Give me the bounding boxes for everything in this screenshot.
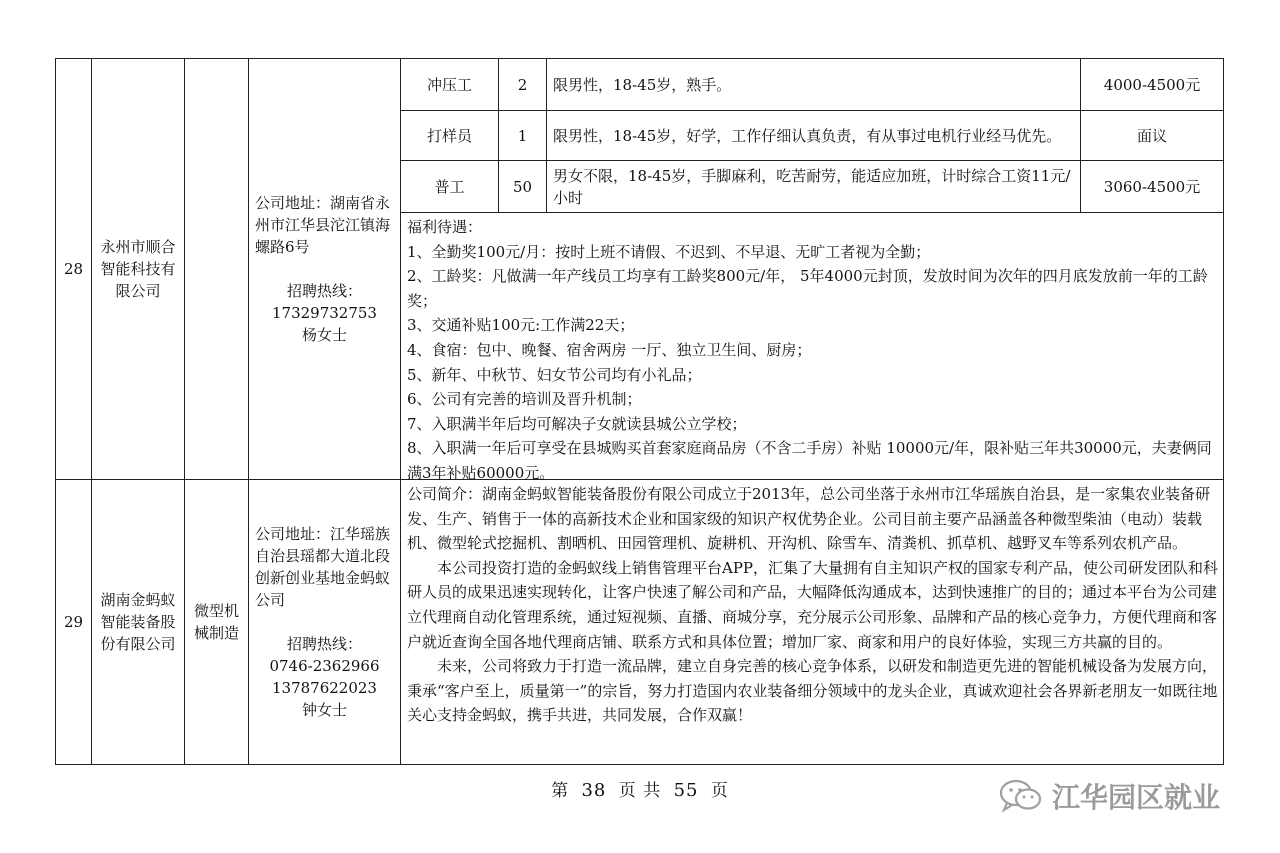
job-title: 冲压工	[426, 75, 472, 94]
benefit-line: 4、食宿：包中、晚餐、宿舍两房 一厅、独立卫生间、厨房；	[407, 340, 812, 359]
company-address: 公司地址：湖南省永州市江华县沱江镇海螺路6号	[255, 194, 391, 256]
watermark-text: 江华园区就业	[1052, 781, 1221, 814]
job-salary: 4000-4500元	[1103, 75, 1201, 94]
benefit-line: 8、入职满一年后可享受在县城购买首套家庭商品房（不含二手房）补贴 10000元/年，限补贴三年共30000元，夫妻俩同满3年补贴60000元。	[407, 439, 1212, 482]
table-border-right	[1223, 58, 1224, 765]
company-name: 湖南金蚂蚁智能装备股份有限公司	[100, 591, 176, 653]
industry-cell	[185, 59, 248, 479]
row-number: 28	[63, 260, 84, 278]
watermark	[998, 776, 1220, 816]
row-divider	[400, 212, 1224, 213]
total-page-number: 55	[673, 780, 699, 801]
job-title: 打样员	[426, 126, 472, 145]
footer-prefix: 第	[551, 781, 570, 801]
intro-paragraph: 未来，公司将致力于打造一流品牌，建立自身完善的核心竞争体系，以研发和制造更先进的智能机械设备为发展方向，秉承“客户至上，质量第一”的宗旨，努力打造国内农业装备细分领域中的龙头企业，真诚欢迎社会各界新老朋友一如既往地关心支持金蚂蚁，携手共进，共同发展，合作双赢！	[407, 657, 1218, 725]
hotline-label: 招聘热线：	[286, 635, 362, 653]
wechat-icon	[998, 778, 1044, 814]
company-address: 公司地址：江华瑶族自治县瑶都大道北段创新创业基地金蚂蚁公司	[255, 525, 391, 609]
row-number: 29	[63, 613, 84, 631]
current-page-number: 38	[581, 780, 607, 801]
phone-number: 13787622023	[272, 679, 377, 697]
job-salary: 面议	[1136, 126, 1167, 145]
footer-middle: 页 共	[618, 781, 662, 801]
contact-info	[249, 59, 400, 479]
benefit-line: 7、入职满半年后均可解决子女就读县城公立学校；	[407, 414, 747, 433]
hotline-label: 招聘热线：	[286, 282, 362, 300]
job-requirement: 限男性，18-45岁，好学，工作仔细认真负责，有从事过电机行业经马优先。	[553, 126, 1062, 145]
benefit-line: 福利待遇：	[407, 218, 483, 236]
intro-paragraph: 本公司投资打造的金蚂蚁线上销售管理平台APP，汇集了大量拥有自主知识产权的国家专利产品，使公司研发团队和科研人员的成果迅速实现转化，让客户快速了解公司和产品，大幅降低沟通成本，达到快速推广的目的；通过本平台为公司建立代理商自动化管理系统，通过短视频、直播、商城分享，充分展示公司形象、品牌和产品的核心竞争力，方便代理商和客户就近查询全国各地代理商店铺、联系方式和具体位置；增加厂家、商家和用户的良好体验，实现三方共赢的目的。	[407, 558, 1219, 651]
table-border-bottom	[55, 764, 1224, 765]
footer-suffix: 页	[710, 781, 729, 801]
benefit-line: 5、新年、中秋节、妇女节公司均有小礼品；	[407, 365, 702, 384]
benefit-line: 2、工龄奖：凡做满一年产线员工均享有工龄奖800元/年， 5年4000元封顶，发放时间为次年的四月底发放前一年的工龄奖；	[407, 267, 1208, 310]
job-count: 1	[517, 126, 528, 145]
industry-cell: 微型机械制造	[193, 602, 239, 642]
job-salary: 3060-4500元	[1103, 177, 1201, 196]
job-count: 50	[512, 177, 533, 196]
contact-info	[249, 480, 400, 764]
contact-person: 杨女士	[301, 326, 347, 344]
phone-number: 0746-2362966	[269, 657, 380, 675]
phone-number: 17329732753	[272, 304, 377, 322]
job-title: 普工	[434, 177, 465, 196]
contact-person: 钟女士	[301, 701, 347, 719]
job-requirement: 限男性，18-45岁，熟手。	[553, 75, 732, 94]
benefit-line: 6、公司有完善的培训及晋升机制；	[407, 390, 642, 409]
company-intro	[401, 482, 1223, 728]
job-requirement: 男女不限，18-45岁，手脚麻利，吃苦耐劳，能适应加班，计时综合工资11元/小时	[553, 166, 1071, 207]
benefit-line: 1、全勤奖100元/月：按时上班不请假、不迟到、不早退、无旷工者视为全勤；	[407, 242, 931, 261]
benefit-line: 3、交通补贴100元:工作满22天；	[407, 316, 635, 335]
benefits-block	[401, 215, 1223, 486]
intro-paragraph: 公司简介：湖南金蚂蚁智能装备股份有限公司成立于2013年，总公司坐落于永州市江华瑶族自治县，是一家集农业装备研发、生产、销售于一体的高新技术企业和国家级的知识产权优势企业。公司目前主要产品涵盖各种微型柴油（电动）装载机、微型轮式挖掘机、割晒机、田园管理机、旋耕机、开沟机、除雪车、清粪机、抓草机、越野叉车等系列农机产品。	[407, 485, 1211, 553]
job-count: 2	[517, 75, 528, 94]
company-name: 永州市顺合智能科技有限公司	[100, 238, 176, 300]
